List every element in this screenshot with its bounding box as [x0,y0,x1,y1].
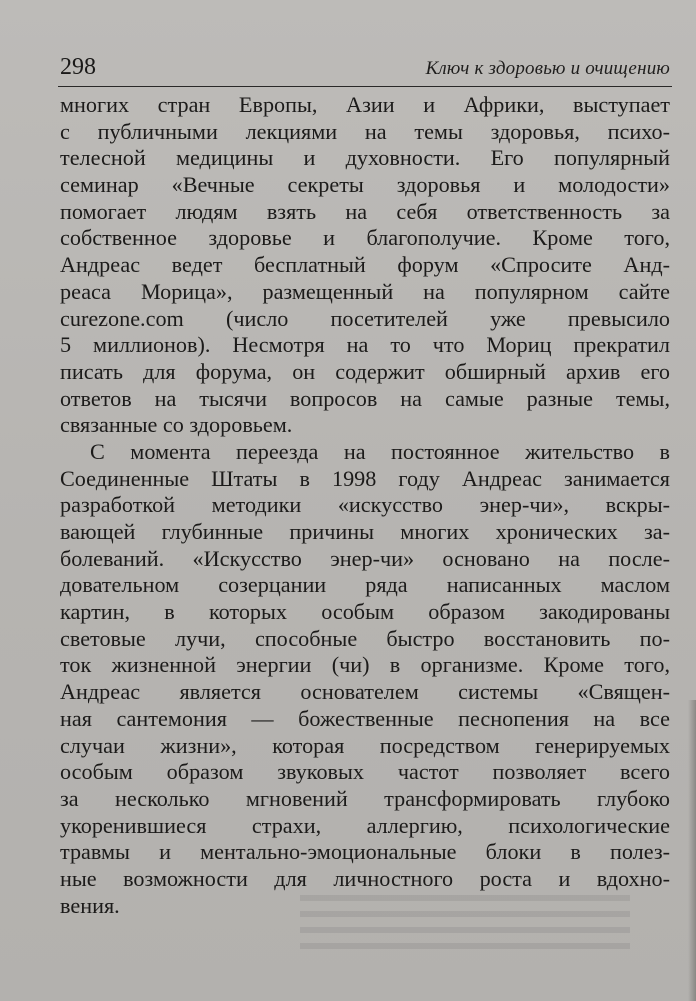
text-line: многих стран Европы, Азии и Африки, выступает [60,92,670,117]
text-line: писать для форума, он содержит обширный архив его [60,358,670,384]
body-text [60,92,670,919]
text-line: Соединенные Штаты в 1998 году Андреас занимается [60,465,670,491]
page-header [58,52,672,87]
text-line: реаса Морица», размещенный на популярном сайте [60,278,670,304]
text-line: собственное здоровье и благополучие. Кроме того, [60,225,670,251]
text-line: за несколько мгновений трансформировать глубоко [60,785,670,811]
text-line: 5 миллионов). Несмотря на то что Мориц прекратил [60,332,670,358]
text-line: связанные со здоровьем. [60,412,293,438]
paragraph-1 [60,92,670,439]
text-line: Андреас является основателем системы «Священ- [60,679,670,705]
text-line: случаи жизни», которая посредством генерируемых [60,732,670,758]
text-line: curezone.com (число посетителей уже превысило [60,305,670,331]
text-line: ток жизненной энергии (чи) в организме. Кроме того, [60,652,670,678]
text-line: Андреас ведет бесплатный форум «Спросите Анд- [60,252,670,278]
text-line: вающей глубинные причины многих хронических за- [60,519,670,544]
text-line: с публичными лекциями на темы здоровья, психо- [60,118,670,144]
text-line: помогает людям взять на себя ответственность за [60,198,670,224]
page-number: 298 [60,54,96,80]
page-edge-shadow [688,700,696,1001]
text-line: вения. [60,892,120,918]
running-title: Ключ к здоровью и очищению [425,58,670,79]
text-line: семинар «Вечные секреты здоровья и молодости» [60,172,670,198]
text-line: укоренившиеся страхи, аллергию, психологические [60,812,670,838]
text-line: травмы и ментально-эмоциональные блоки в полез- [60,839,670,865]
text-line: картин, в которых особым образом закодированы [60,599,670,625]
bleed-through-text [300,885,630,975]
text-line: болеваний. «Искусство энер-чи» основано на после- [60,545,670,571]
text-line: С момента переезда на постоянное жительство в [90,438,670,464]
text-line: ная сантемония — божественные песнопения на все [60,705,670,731]
paragraph-2 [60,439,670,919]
text-line: ответов на тысячи вопросов на самые разные темы, [60,385,670,411]
text-line: разработкой методики «искусство энер-чи», вскры- [60,492,670,518]
text-line: довательном созерцании ряда написанных маслом [60,572,670,598]
text-line: ные возможности для личностного роста и вдохно- [60,865,670,891]
text-line: световые лучи, способные быстро восстановить по- [60,625,670,651]
text-line: телесной медицины и духовности. Его популярный [60,145,670,171]
text-line: особым образом звуковых частот позволяет всего [60,759,670,785]
